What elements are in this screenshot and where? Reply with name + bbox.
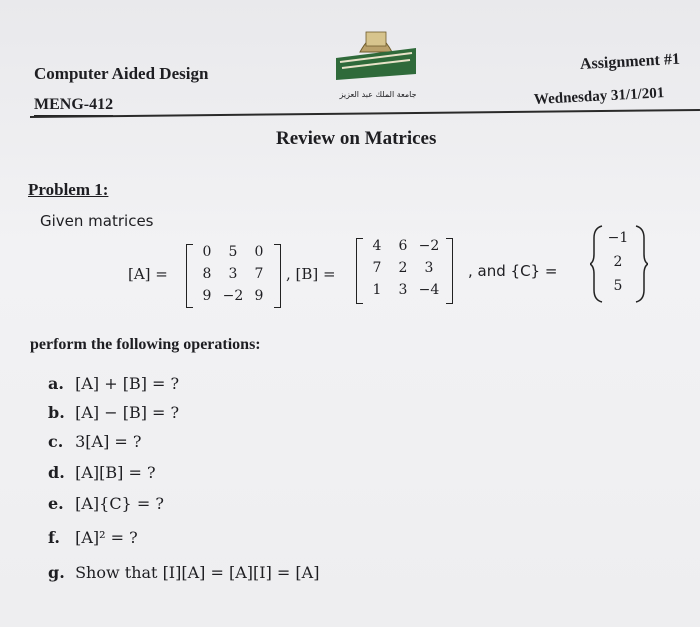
problem-heading: Problem 1: [28, 180, 109, 199]
matrix-cell: 7 [254, 266, 264, 282]
operation-text: [A] − [B] = ? [75, 403, 180, 422]
operation-item [48, 374, 179, 393]
operation-text: 3[A] = ? [75, 432, 142, 451]
operation-label: e. [48, 494, 64, 513]
matrix-cell: 4 [372, 238, 382, 254]
university-logo [330, 18, 422, 88]
assignment-number: Assignment #1 [579, 50, 681, 73]
given-text: Given matrices [40, 212, 154, 230]
operation-item [48, 403, 179, 422]
matrix-b [356, 238, 456, 304]
vector-cell: −1 [607, 230, 629, 246]
vector-c-label: , and {C} = [468, 262, 558, 280]
matrix-cell: 7 [372, 260, 382, 276]
matrix-cell: 9 [254, 288, 264, 304]
matrix-cell: 3 [398, 282, 408, 298]
matrix-b-label: , [B] = [286, 265, 336, 283]
operation-text: [A]{C} = ? [75, 494, 164, 513]
operation-item [48, 563, 319, 582]
bracket-left [356, 238, 363, 304]
operation-item [48, 432, 141, 451]
operation-item [48, 463, 156, 482]
matrix-cell: 2 [398, 260, 408, 276]
matrix-cell: 3 [424, 260, 434, 276]
matrix-a [186, 244, 286, 310]
operation-text: [A][B] = ? [75, 463, 156, 482]
matrix-cell: −2 [418, 238, 440, 254]
brace-right [634, 224, 648, 304]
brace-left [590, 224, 604, 304]
vector-c [590, 224, 660, 304]
matrix-cell: 0 [202, 244, 212, 260]
matrix-cell: −2 [222, 288, 244, 304]
operation-item [48, 494, 164, 513]
matrix-cell: 5 [228, 244, 238, 260]
operation-text: [A]² = ? [75, 528, 138, 547]
operation-label: a. [48, 374, 64, 393]
matrix-a-label: [A] = [128, 265, 168, 283]
course-title: Computer Aided Design [34, 64, 209, 83]
bracket-right [274, 244, 281, 308]
operation-item [48, 528, 138, 547]
page-title: Review on Matrices [276, 128, 437, 149]
matrix-cell: −4 [418, 282, 440, 298]
operation-label: c. [48, 432, 64, 451]
matrix-cell: 9 [202, 288, 212, 304]
operation-label: g. [48, 563, 65, 582]
logo-caption: جامعة الملك عبد العزيز [339, 90, 417, 99]
operation-label: d. [48, 463, 65, 482]
vector-cell: 5 [613, 278, 623, 294]
vector-cell: 2 [613, 254, 623, 270]
operation-label: b. [48, 403, 65, 422]
bracket-left [186, 244, 193, 308]
instruction-text: perform the following operations: [30, 336, 261, 353]
operation-label: f. [48, 528, 60, 547]
matrix-cell: 0 [254, 244, 264, 260]
bracket-right [446, 238, 453, 304]
header-divider [30, 109, 700, 118]
matrix-cell: 6 [398, 238, 408, 254]
matrix-cell: 1 [372, 282, 382, 298]
assignment-date: Wednesday 31/1/201 [533, 85, 665, 108]
matrix-cell: 8 [202, 266, 212, 282]
course-code: MENG-412 [34, 96, 113, 116]
operation-text: [A] + [B] = ? [75, 374, 180, 393]
operation-text: Show that [I][A] = [A][I] = [A] [75, 563, 320, 582]
matrix-cell: 3 [228, 266, 238, 282]
